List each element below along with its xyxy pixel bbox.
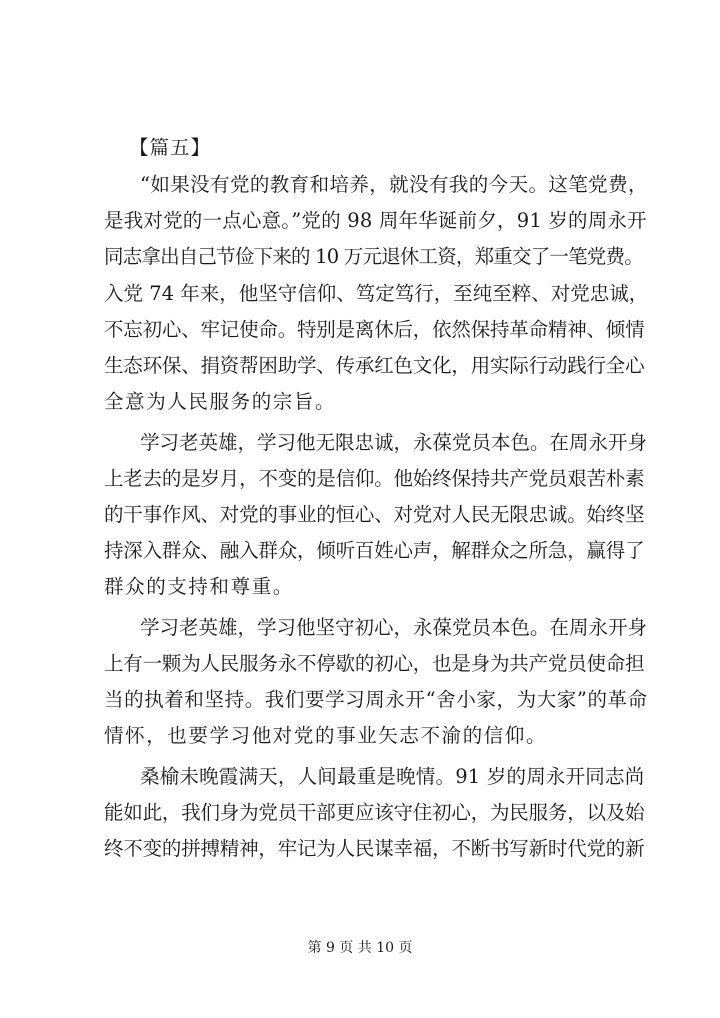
paragraph-line: 上有一颗为人民服务永不停歇的初心，也是身为共产党员使命担 [104,652,645,675]
paragraph-line: 全意为人民服务的宗旨。 [104,390,337,413]
paragraph-line: 学习老英雄，学习他无限忠诚，永葆党员本色。在周永开身 [140,431,648,454]
section-heading: 【篇五】 [129,136,212,159]
paragraph-line: 同志拿出自己节俭下来的 10 万元退休工资，郑重交了一笔党费。 [104,245,643,268]
paragraph-line: 生态环保、捐资帮困助学、传承红色文化，用实际行动践行全心 [104,354,645,377]
paragraph-line: 持深入群众、融入群众，倾听百姓心声，解群众之所急，赢得了 [104,539,645,562]
paragraph-line: 群众的支持和尊重。 [104,575,294,598]
paragraph-line: 桑榆未晚霞满天，人间最重是晚情。91 岁的周永开同志尚 [140,765,645,788]
paragraph-line: 学习老英雄，学习他坚守初心，永葆党员本色。在周永开身 [140,616,648,639]
paragraph-line: 终不变的拼搏精神，牢记为人民谋幸福，不断书写新时代党的新 [104,837,645,860]
paragraph-line: 入党 74 年来，他坚守信仰、笃定笃行，至纯至粹、对党忠诚， [104,282,649,305]
paragraph-line: 是我对党的一点心意。”党的 98 周年华诞前夕，91 岁的周永开 [104,209,647,232]
paragraph-line: 能如此，我们身为党员干部更应该守住初心，为民服务，以及始 [104,801,645,824]
paragraph-line: 的干事作风、对党的事业的恒心、对党对人民无限忠诚。始终坚 [104,503,645,526]
paragraph-line: “如果没有党的教育和培养，就没有我的今天。这笔党费， [140,173,648,196]
page-footer: 第 9 页 共 10 页 [307,940,413,956]
paragraph-line: 上老去的是岁月，不变的是信仰。他始终保持共产党员艰苦朴素 [104,467,645,490]
paragraph-line: 情怀，也要学习他对党的事业矢志不渝的信仰。 [104,724,548,747]
paragraph-line: 不忘初心、牢记使命。特别是离休后，依然保持革命精神、倾情 [104,318,645,341]
paragraph-line: 当的执着和坚持。我们要学习周永开“舍小家，为大家”的革命 [104,688,648,711]
